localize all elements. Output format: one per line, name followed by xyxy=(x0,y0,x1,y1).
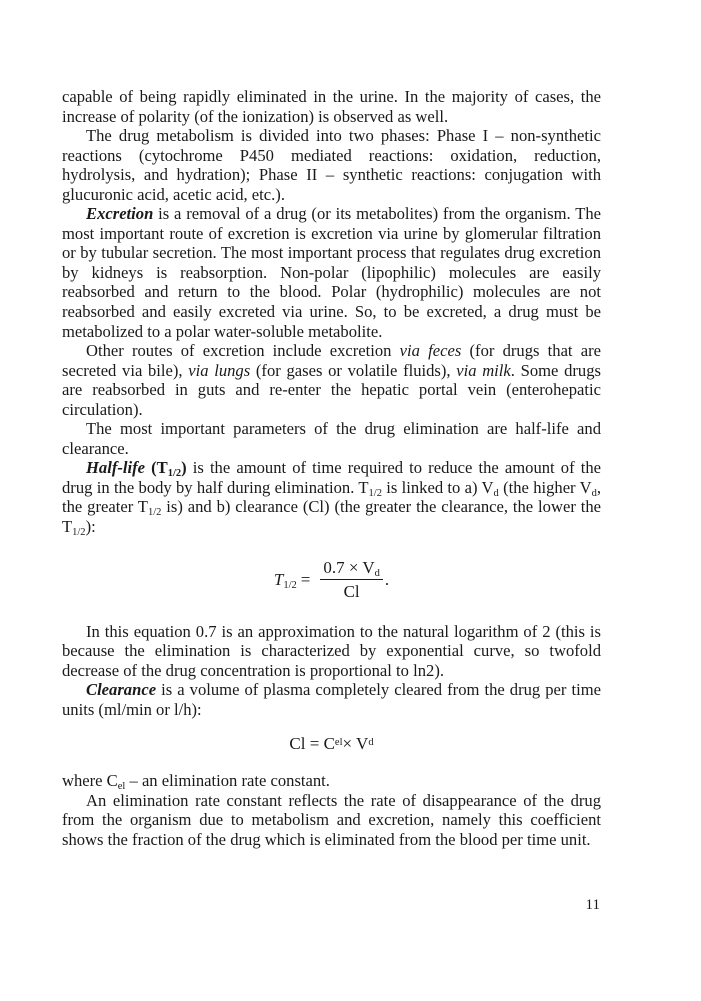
text-fragment: , the greater T xyxy=(62,477,601,517)
text-fragment: . Some drugs are reabsorbed in guts and re-enter the hepatic portal vein (enterohepatic circulation). xyxy=(62,360,601,419)
formula-numerator: $0.7 \times V_d$ xyxy=(320,558,383,581)
formula-period: . xyxy=(384,569,390,589)
formula-part: Cl = C xyxy=(289,733,335,753)
paragraph-half-life xyxy=(62,458,602,539)
subscript: 1/2 xyxy=(147,507,162,519)
paragraph-continuation: capable of being rapidly eliminated in the urine. In the majority of cases, the increase of polarity (of the ionization) is observed as well. xyxy=(62,87,601,126)
text-fragment: (for drugs that are secreted via bile), xyxy=(62,341,601,380)
formula-denominator: Cl xyxy=(343,582,360,602)
paragraph-other-routes xyxy=(62,341,601,419)
term-clearance: Clearance xyxy=(86,680,157,700)
formula-part: × V xyxy=(342,733,369,753)
formula-equals: = xyxy=(300,569,311,589)
subscript: 1/2 xyxy=(72,527,86,539)
subscript: d xyxy=(493,487,499,499)
italic-via-feces: via feces xyxy=(399,341,462,361)
subscript: 1/2 xyxy=(368,487,382,499)
page-number: 11 xyxy=(585,897,600,913)
half-life-formula xyxy=(62,540,601,620)
paragraph-where: where $C_{el}$ – an elimination rate constant. xyxy=(62,771,330,793)
formula-fraction xyxy=(320,558,383,602)
term-excretion: Excretion xyxy=(86,204,154,224)
half-life-symbol: $(T_{1/2})$ xyxy=(144,458,187,480)
paragraph-equation-note: In this equation 0.7 is an approximation to the natural logarithm of 2 (this is because the elimination is characterized by exponential curve, so twofold decrease of the drug concentration is proportional to ln2). xyxy=(62,621,601,680)
subscript: d xyxy=(591,487,597,499)
italic-via-milk: via milk xyxy=(456,360,511,380)
paragraph-clearance xyxy=(62,680,601,719)
text-fragment: is the amount of time required to reduce the amount of the drug in the body by half during elimination. T xyxy=(62,458,601,497)
paragraph-elimination-constant: An elimination rate constant reflects the rate of disappearance of the drug from the organism due to metabolism and excretion, namely this coefficient shows the fraction of the drug which is eliminated from the blood per time unit. xyxy=(62,790,601,849)
paragraph-excretion xyxy=(62,204,601,341)
clearance-formula: Cl = C el × V d xyxy=(289,733,374,753)
text-fragment: (for gases or volatile fluids), xyxy=(250,360,457,380)
text-fragment: (the higher V xyxy=(498,477,592,497)
page-body xyxy=(62,87,601,850)
formula-lhs: $T_{1/2}$ xyxy=(273,569,297,591)
paragraph-parameters: The most important parameters of the drug elimination are half-life and clearance. xyxy=(62,419,601,458)
text-fragment: ): xyxy=(85,517,96,537)
text-fragment: is linked to a) V xyxy=(381,477,494,497)
text-fragment: is) and b) clearance (Cl) (the greater the clearance, the lower the T xyxy=(62,497,602,537)
text-fragment: Other routes of excretion include excretion xyxy=(86,341,400,361)
excretion-definition: is a removal of a drug (or its metabolites) from the organism. The most important route of excretion is excretion via urine by glomerular filtration or by tubular secretion. The most important process that regulates drug excretion by kidneys is reabsorption. Non-polar (lipophilic) molecules are easily reabsorbed and return to the blood. Polar (hydrophilic) molecules are not reabsorbed and easily excreted via urine. So, to be excreted, a drug must be metabolized to a polar water-soluble metabolite. xyxy=(62,204,601,341)
paragraph-metabolism-phases: The drug metabolism is divided into two phases: Phase I – non-synthetic reactions (cytochrome P450 mediated reactions: oxidation, reduction, hydrolysis, and hydration); Phase II – synthetic reactions: conjugation with glucuronic acid, acetic acid, etc.). xyxy=(62,126,601,204)
term-half-life: Half-life xyxy=(86,458,145,478)
italic-via-lungs: via lungs xyxy=(188,360,251,380)
clearance-definition: is a volume of plasma completely cleared from the drug per time units (ml/min or l/h): xyxy=(62,680,601,719)
